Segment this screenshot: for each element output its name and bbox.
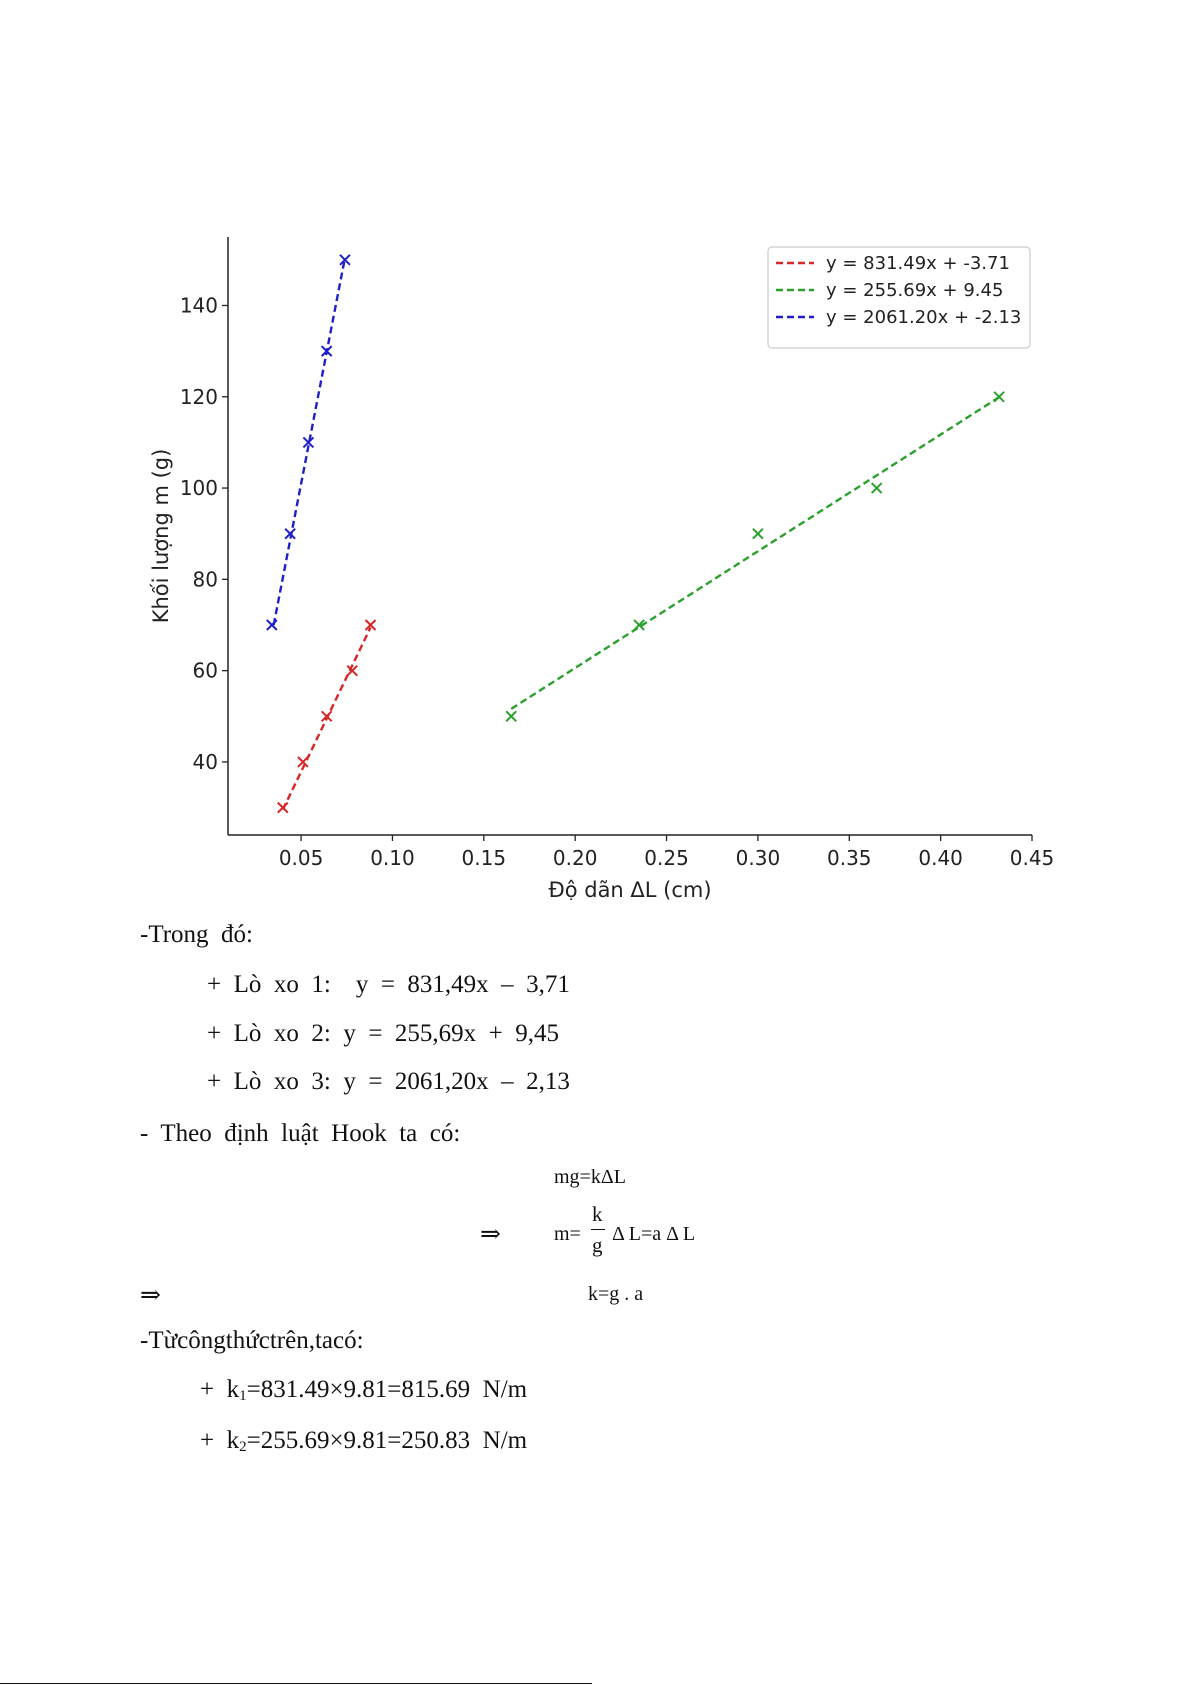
y-tick-label: 80 (192, 567, 218, 592)
k1-value: =831.49×9.81=815.69 N/m (246, 1376, 528, 1403)
y-tick-label: 140 (179, 293, 218, 318)
from-formula-label: -Từcôngthứctrên,tacó: (140, 1327, 364, 1354)
legend-entry: y = 2061.20x + -2.13 (826, 307, 1022, 328)
y-tick-label: 40 (192, 749, 218, 774)
data-point-marker (872, 483, 882, 493)
x-tick-label: 0.05 (278, 846, 324, 870)
k1-result (200, 1377, 527, 1404)
fit-line-1 (283, 627, 371, 809)
fraction-denominator: g (592, 1233, 603, 1257)
equation-k-ga: k=g . a (588, 1283, 644, 1305)
data-point-marker (278, 803, 288, 813)
legend (768, 247, 1030, 348)
fraction-bar (591, 1229, 605, 1230)
footnote-rule (0, 1683, 592, 1684)
spring-1-equation: + Lò xo 1: y = 831,49x – 3,71 (207, 971, 570, 998)
k2-value: =255.69×9.81=250.83 N/m (246, 1427, 528, 1454)
k2-result (200, 1428, 527, 1455)
data-point-marker (753, 529, 763, 539)
x-tick-label: 0.40 (918, 846, 963, 870)
spring-2-equation: + Lò xo 2: y = 255,69x + 9,45 (207, 1020, 560, 1047)
data-point-marker (994, 392, 1004, 402)
x-tick-label: 0.15 (461, 846, 507, 870)
k2-subscript: 2 (239, 1439, 247, 1455)
x-tick-label: 0.30 (735, 846, 781, 870)
x-tick-label: 0.10 (370, 846, 415, 870)
fit-line-2 (511, 397, 999, 709)
y-tick-label: 60 (192, 658, 218, 683)
data-point-marker (506, 711, 516, 721)
legend-entry: y = 255.69x + 9.45 (826, 280, 1004, 301)
implies-arrow: ⇒ (480, 1221, 501, 1248)
y-axis-label: Khối lượng m (g) (149, 448, 173, 624)
equation-m-left: m= (554, 1223, 581, 1245)
equation-m-right: Δ L=a Δ L (612, 1223, 696, 1245)
x-tick-label: 0.20 (552, 846, 598, 870)
hooke-law-intro: - Theo định luật Hook ta có: (140, 1120, 461, 1147)
data-point-marker (267, 620, 277, 630)
legend-entry: y = 831.49x + -3.71 (826, 253, 1010, 274)
x-tick-label: 0.45 (1009, 846, 1055, 870)
x-tick-label: 0.35 (827, 846, 872, 870)
y-tick-label: 100 (179, 476, 218, 501)
k2-prefix: + k (200, 1427, 240, 1454)
equation-mg-kdl: mg=kΔL (554, 1166, 626, 1188)
spring-3-equation: + Lò xo 3: y = 2061,20x – 2,13 (207, 1068, 570, 1095)
y-tick-label: 120 (179, 384, 218, 409)
implies-arrow-2: ⇒ (140, 1282, 161, 1309)
x-tick-label: 0.25 (644, 846, 689, 870)
fraction-numerator: k (592, 1202, 603, 1226)
where-label: -Trong đó: (140, 921, 253, 948)
k1-subscript: 1 (239, 1388, 247, 1404)
x-axis-label: Độ dãn ΔL (cm) (548, 878, 712, 900)
k1-prefix: + k (200, 1376, 240, 1403)
